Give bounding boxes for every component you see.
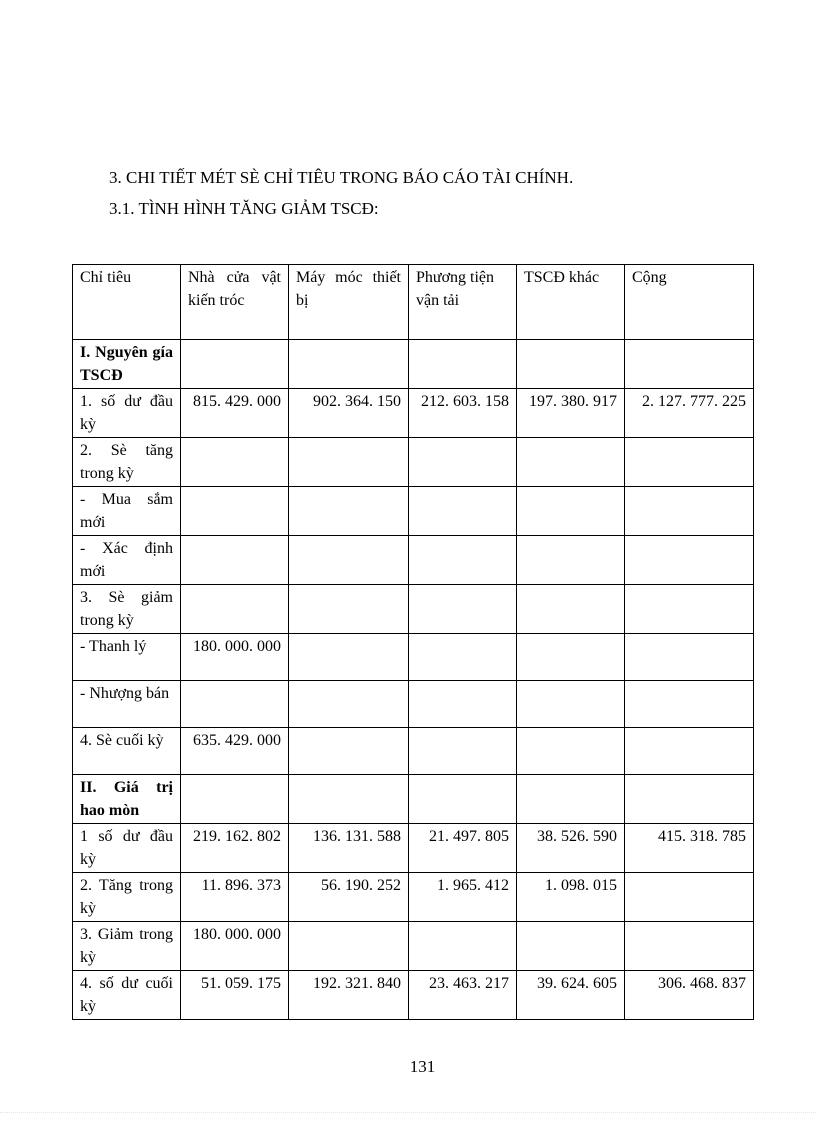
- cell-value: 39. 624. 605: [517, 971, 625, 1020]
- cell-value: 38. 526. 590: [517, 824, 625, 873]
- cell-value: 21. 497. 805: [409, 824, 517, 873]
- cell-value: 11. 896. 373: [181, 873, 289, 922]
- cell-value: 192. 321. 840: [289, 971, 409, 1020]
- cell-value: 635. 429. 000: [181, 728, 289, 775]
- table-row: [73, 487, 754, 536]
- row-label: - Thanh lý: [73, 634, 181, 681]
- table-row: [73, 681, 754, 728]
- table-row: [73, 873, 754, 922]
- cell-value: 197. 380. 917: [517, 389, 625, 438]
- header-other-assets: TSCĐ khác: [517, 265, 625, 340]
- table-row: [73, 585, 754, 634]
- table-row: [73, 728, 754, 775]
- cell-value: 136. 131. 588: [289, 824, 409, 873]
- fixed-assets-table: [72, 264, 754, 1020]
- header-machinery: Máy móc thiết bị: [289, 265, 409, 340]
- page-number: 131: [409, 1057, 436, 1076]
- cell-value: 1. 965. 412: [409, 873, 517, 922]
- cell-value: 415. 318. 785: [625, 824, 754, 873]
- cell-value: 56. 190. 252: [289, 873, 409, 922]
- row-label: - Mua sắm mới: [73, 487, 181, 536]
- row-label: 4. số dư cuối kỳ: [73, 971, 181, 1020]
- cell-value: 219. 162. 802: [181, 824, 289, 873]
- table-row: [73, 824, 754, 873]
- row-label: 2. Tăng trong kỳ: [73, 873, 181, 922]
- cell-value: 902. 364. 150: [289, 389, 409, 438]
- cell-value: 815. 429. 000: [181, 389, 289, 438]
- row-label: 3. Giảm trong kỳ: [73, 922, 181, 971]
- table-row: [73, 775, 754, 824]
- table-header-row: [73, 265, 754, 340]
- table-row: [73, 438, 754, 487]
- subsection-heading: 3.1. TÌNH HÌNH TĂNG GIẢM TSCĐ:: [109, 199, 379, 218]
- table-row: [73, 634, 754, 681]
- cell-value: 306. 468. 837: [625, 971, 754, 1020]
- cell-value: 180. 000. 000: [181, 634, 289, 681]
- row-label: 3. Sè giảm trong kỳ: [73, 585, 181, 634]
- row-label: - Xác định mới: [73, 536, 181, 585]
- header-vehicles: Phương tiện vận tải: [409, 265, 517, 340]
- cell-value: 212. 603. 158: [409, 389, 517, 438]
- row-label: 4. Sè cuối kỳ: [73, 728, 181, 775]
- table-row: [73, 971, 754, 1020]
- row-label: - Nhượng bán: [73, 681, 181, 728]
- cell-value: 180. 000. 000: [181, 922, 289, 971]
- cell-value: 2. 127. 777. 225: [625, 389, 754, 438]
- cell-value: 23. 463. 217: [409, 971, 517, 1020]
- header-indicator: Chỉ tiêu: [73, 265, 181, 340]
- row-label: 1. số dư đầu kỳ: [73, 389, 181, 438]
- cell-value: 1. 098. 015: [517, 873, 625, 922]
- section-heading: 3. CHI TIẾT MÉT SÈ CHỈ TIÊU TRONG BÁO CÁO TÀI CHÍNH.: [109, 168, 574, 187]
- table-row: [73, 340, 754, 389]
- header-buildings: Nhà cửa vật kiến tróc: [181, 265, 289, 340]
- table-row: [73, 536, 754, 585]
- page-bottom-divider: [0, 1112, 816, 1113]
- cell-value: 51. 059. 175: [181, 971, 289, 1020]
- header-total: Cộng: [625, 265, 754, 340]
- table-row: [73, 922, 754, 971]
- table-row: [73, 389, 754, 438]
- section-label-depreciation: II. Giá trị hao mòn: [73, 775, 181, 824]
- row-label: 2. Sè tăng trong kỳ: [73, 438, 181, 487]
- section-label-original-cost: I. Nguyên gía TSCĐ: [73, 340, 181, 389]
- row-label: 1 số dư đầu kỳ: [73, 824, 181, 873]
